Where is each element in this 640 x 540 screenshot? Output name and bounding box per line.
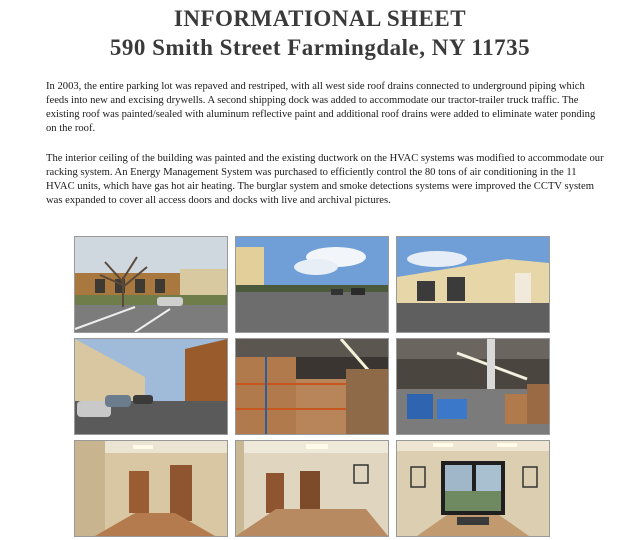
photo-building-front: [74, 236, 228, 333]
photo-warehouse-interior: [396, 338, 550, 435]
photo-office-entrance: [396, 440, 550, 537]
photo-parking-lot: [235, 236, 389, 333]
paragraph-interior-improvements: The interior ceiling of the building was painted and the existing ductwork on the HVAC systems was modified to accommodate our racking system. An Energy Management System was purchased to efficiently control the 80 tons of air conditioning in the 11 HVAC units, which have gas hot air heating. The burglar system and smoke detections systems were improved the CCTV system was expanded to cover all access doors and docks with live and archival pictures.: [46, 153, 604, 206]
photo-warehouse-racking: [235, 338, 389, 435]
property-address: 590 Smith Street Farmingdale, NY 11735: [109, 35, 531, 60]
paragraph-exterior-improvements: In 2003, the entire parking lot was repaved and restriped, with all west side roof drains connected to underground piping which feeds into new and excising drywells. A second shipping dock was added to accommodate our tractor-trailer truck traffic. The existing roof was painted/sealed with aluminum reflective paint and additional roof drains were added to eliminate water ponding on the roof.: [46, 81, 596, 134]
photo-side-lot: [74, 338, 228, 435]
photo-shipping-docks: [396, 236, 550, 333]
photo-office-room: [235, 440, 389, 537]
photo-office-hallway: [74, 440, 228, 537]
photo-grid: [74, 236, 548, 540]
page-title: INFORMATIONAL SHEET: [173, 6, 467, 31]
